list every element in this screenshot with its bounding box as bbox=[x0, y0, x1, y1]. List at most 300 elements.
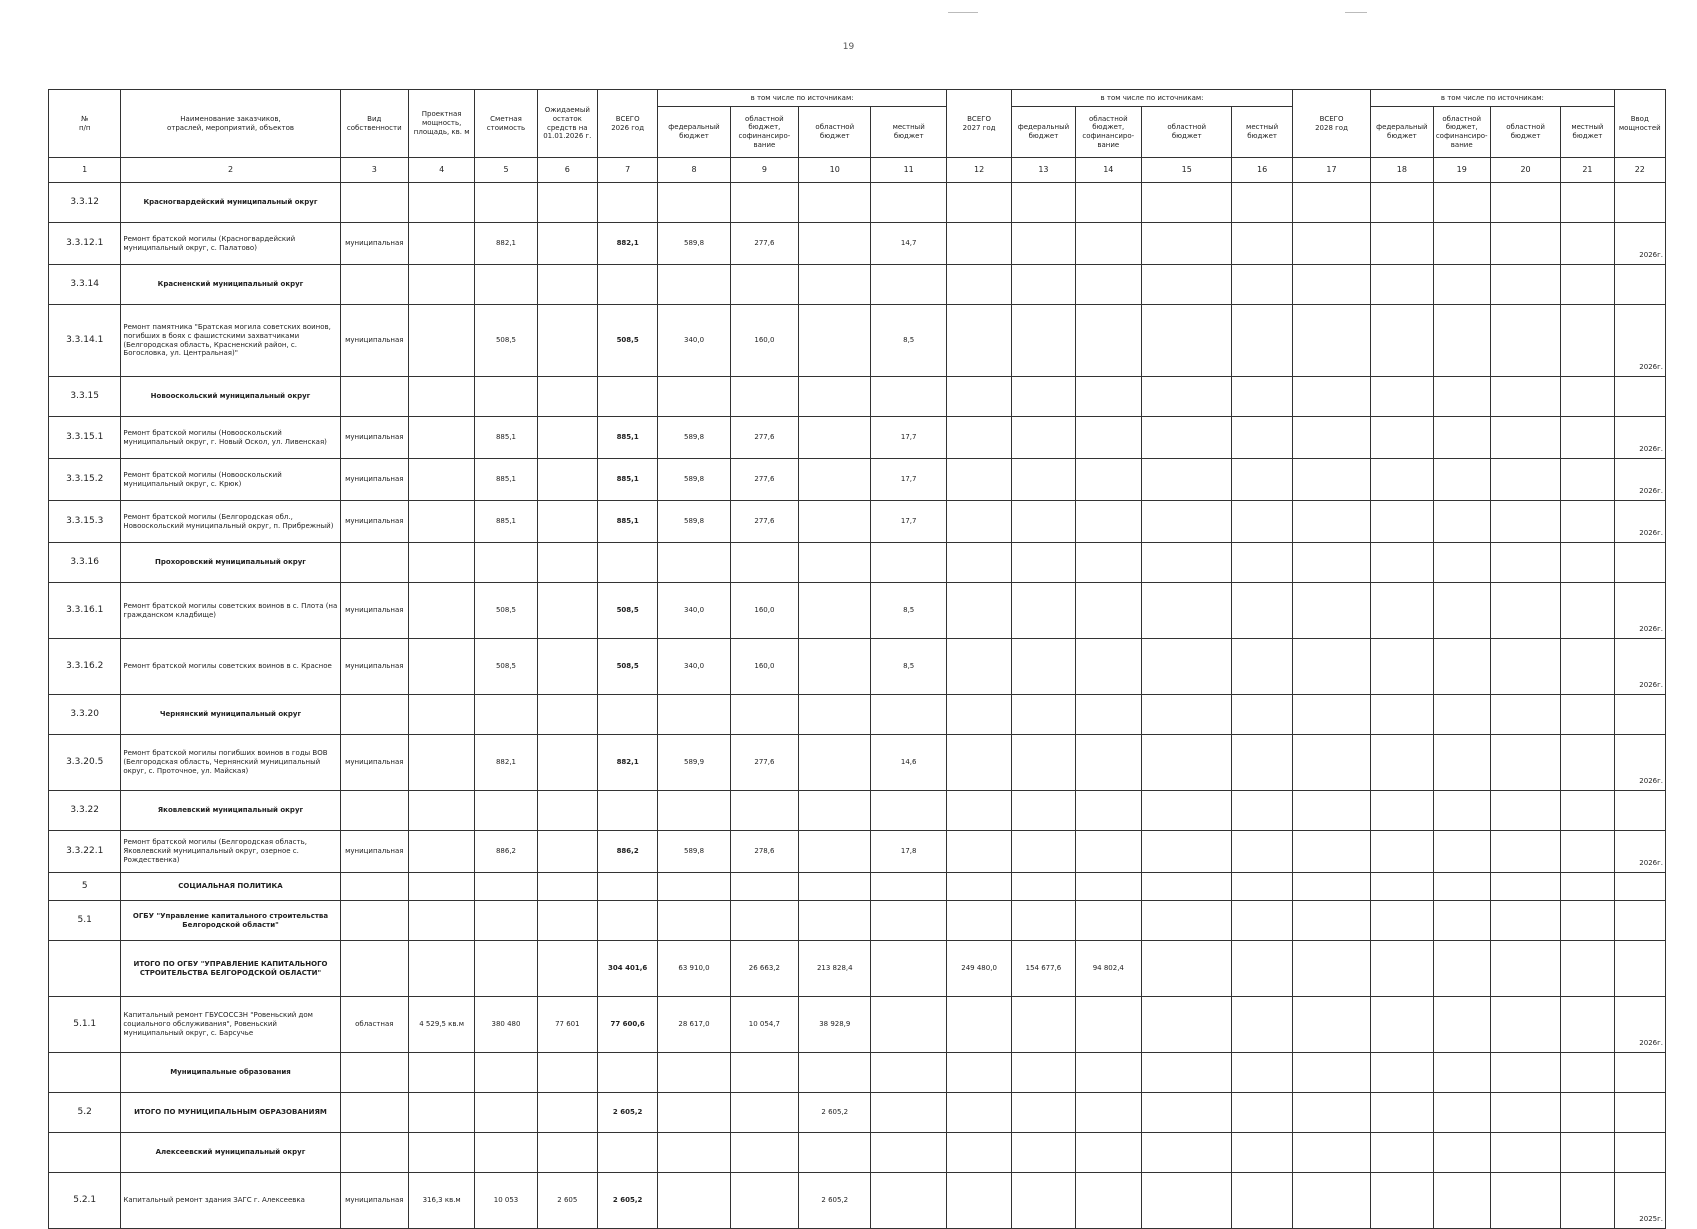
table-row bbox=[49, 183, 1666, 223]
row-cofin-2028 bbox=[1433, 791, 1490, 831]
row-regional-2028 bbox=[1490, 501, 1560, 543]
header-total-2027: ВСЕГО 2027 год bbox=[946, 90, 1011, 158]
row-local-2028 bbox=[1561, 501, 1614, 543]
row-local-2027 bbox=[1232, 1133, 1292, 1173]
row-id: 3.3.20.5 bbox=[49, 735, 121, 791]
row-regional-2028 bbox=[1490, 459, 1560, 501]
row-federal-2027 bbox=[1012, 791, 1075, 831]
row-name: Ремонт братской могилы (Белгородская обл., Новооскольский муниципальный округ, п. Прибрежный) bbox=[121, 501, 340, 543]
row-federal-2028 bbox=[1371, 417, 1433, 459]
row-cofin-2028 bbox=[1433, 305, 1490, 377]
row-capacity bbox=[408, 459, 474, 501]
row-remainder bbox=[537, 305, 597, 377]
row-federal-2028 bbox=[1371, 265, 1433, 305]
row-capacity bbox=[408, 543, 474, 583]
row-regional-2028 bbox=[1490, 791, 1560, 831]
col-number: 13 bbox=[1012, 158, 1075, 183]
table-row bbox=[49, 1053, 1666, 1093]
col-number: 16 bbox=[1232, 158, 1292, 183]
header-total-2028: ВСЕГО 2028 год bbox=[1292, 90, 1370, 158]
row-remainder bbox=[537, 639, 597, 695]
row-local-2028 bbox=[1561, 873, 1614, 901]
row-id: 3.3.22.1 bbox=[49, 831, 121, 873]
row-id: 5 bbox=[49, 873, 121, 901]
row-local-2027 bbox=[1232, 941, 1292, 997]
row-local bbox=[871, 997, 946, 1053]
row-local-2028 bbox=[1561, 639, 1614, 695]
row-total-2026: 2 605,2 bbox=[597, 1093, 657, 1133]
row-federal-2027 bbox=[1012, 377, 1075, 417]
row-cofin-2028 bbox=[1433, 459, 1490, 501]
table-row bbox=[49, 873, 1666, 901]
row-total-2027: 249 480,0 bbox=[946, 941, 1011, 997]
table-row bbox=[49, 583, 1666, 639]
row-commission bbox=[1614, 1093, 1665, 1133]
table-row bbox=[49, 997, 1666, 1053]
row-cost bbox=[475, 791, 537, 831]
col-number: 5 bbox=[475, 158, 537, 183]
row-total-2028 bbox=[1292, 1053, 1370, 1093]
row-cofin: 277,6 bbox=[730, 417, 798, 459]
row-federal bbox=[658, 1173, 730, 1229]
table-row bbox=[49, 223, 1666, 265]
header-total-2026: ВСЕГО 2026 год bbox=[597, 90, 657, 158]
row-total-2026 bbox=[597, 543, 657, 583]
row-cofin-2027 bbox=[1075, 501, 1141, 543]
row-cofin-2028 bbox=[1433, 735, 1490, 791]
row-owner bbox=[340, 941, 408, 997]
row-cofin: 160,0 bbox=[730, 305, 798, 377]
row-cost: 885,1 bbox=[475, 459, 537, 501]
row-capacity bbox=[408, 417, 474, 459]
row-federal-2027 bbox=[1012, 543, 1075, 583]
row-total-2027 bbox=[946, 501, 1011, 543]
row-federal-2028 bbox=[1371, 941, 1433, 997]
header-sources-2027: в том числе по источникам: bbox=[1012, 90, 1293, 107]
row-regional-2028 bbox=[1490, 305, 1560, 377]
header-cofin: областной бюджет, софинансиро- вание bbox=[730, 107, 798, 158]
row-remainder bbox=[537, 223, 597, 265]
row-local: 17,7 bbox=[871, 501, 946, 543]
row-federal-2027 bbox=[1012, 901, 1075, 941]
row-name: Муниципальные образования bbox=[121, 1053, 340, 1093]
row-regional-2027 bbox=[1141, 223, 1231, 265]
row-commission: 2026г. bbox=[1614, 583, 1665, 639]
row-federal-2028 bbox=[1371, 695, 1433, 735]
row-name: Капитальный ремонт здания ЗАГС г. Алексеевка bbox=[121, 1173, 340, 1229]
row-cofin-2028 bbox=[1433, 997, 1490, 1053]
row-federal-2027: 154 677,6 bbox=[1012, 941, 1075, 997]
row-cofin bbox=[730, 1133, 798, 1173]
row-owner bbox=[340, 543, 408, 583]
row-id: 3.3.14 bbox=[49, 265, 121, 305]
row-commission bbox=[1614, 265, 1665, 305]
row-capacity bbox=[408, 941, 474, 997]
row-federal-2027 bbox=[1012, 1053, 1075, 1093]
row-federal: 589,8 bbox=[658, 417, 730, 459]
row-federal-2028 bbox=[1371, 901, 1433, 941]
row-commission bbox=[1614, 873, 1665, 901]
row-capacity bbox=[408, 305, 474, 377]
row-total-2028 bbox=[1292, 417, 1370, 459]
row-local-2028 bbox=[1561, 377, 1614, 417]
row-regional bbox=[799, 223, 871, 265]
row-local bbox=[871, 1093, 946, 1133]
row-local bbox=[871, 1173, 946, 1229]
row-local-2028 bbox=[1561, 831, 1614, 873]
row-federal bbox=[658, 901, 730, 941]
row-owner: муниципальная bbox=[340, 223, 408, 265]
row-cofin: 278,6 bbox=[730, 831, 798, 873]
row-remainder bbox=[537, 1093, 597, 1133]
row-cofin bbox=[730, 695, 798, 735]
row-remainder bbox=[537, 377, 597, 417]
row-owner bbox=[340, 1093, 408, 1133]
row-local: 17,7 bbox=[871, 417, 946, 459]
row-regional-2027 bbox=[1141, 1053, 1231, 1093]
table-row bbox=[49, 791, 1666, 831]
row-local bbox=[871, 1053, 946, 1093]
row-cofin-2028 bbox=[1433, 223, 1490, 265]
row-regional bbox=[799, 183, 871, 223]
row-local-2028 bbox=[1561, 791, 1614, 831]
row-total-2027 bbox=[946, 543, 1011, 583]
row-local-2027 bbox=[1232, 997, 1292, 1053]
header-federal: федеральный бюджет bbox=[1371, 107, 1433, 158]
row-id: 3.3.16.2 bbox=[49, 639, 121, 695]
row-total-2026: 304 401,6 bbox=[597, 941, 657, 997]
row-cofin-2028 bbox=[1433, 183, 1490, 223]
header-local: местный бюджет bbox=[1561, 107, 1614, 158]
table-row bbox=[49, 639, 1666, 695]
row-federal-2028 bbox=[1371, 1173, 1433, 1229]
header-commission: Ввод мощностей bbox=[1614, 90, 1665, 158]
row-regional-2028 bbox=[1490, 997, 1560, 1053]
budget-table bbox=[48, 89, 1666, 1229]
row-id: 5.1 bbox=[49, 901, 121, 941]
row-local-2028 bbox=[1561, 695, 1614, 735]
row-cost bbox=[475, 695, 537, 735]
row-local-2028 bbox=[1561, 223, 1614, 265]
row-federal-2027 bbox=[1012, 501, 1075, 543]
row-total-2028 bbox=[1292, 583, 1370, 639]
row-cofin bbox=[730, 183, 798, 223]
row-commission bbox=[1614, 695, 1665, 735]
row-federal-2027 bbox=[1012, 1093, 1075, 1133]
row-federal-2027 bbox=[1012, 1133, 1075, 1173]
row-federal bbox=[658, 183, 730, 223]
row-regional-2027 bbox=[1141, 791, 1231, 831]
row-capacity bbox=[408, 639, 474, 695]
row-total-2028 bbox=[1292, 305, 1370, 377]
row-federal-2027 bbox=[1012, 223, 1075, 265]
row-capacity bbox=[408, 223, 474, 265]
row-regional-2028 bbox=[1490, 941, 1560, 997]
row-cofin-2027 bbox=[1075, 183, 1141, 223]
col-number: 10 bbox=[799, 158, 871, 183]
row-total-2027 bbox=[946, 901, 1011, 941]
row-cost: 508,5 bbox=[475, 305, 537, 377]
row-commission: 2026г. bbox=[1614, 417, 1665, 459]
row-total-2026: 2 605,2 bbox=[597, 1173, 657, 1229]
row-cofin-2027 bbox=[1075, 1093, 1141, 1133]
row-id bbox=[49, 941, 121, 997]
row-owner: муниципальная bbox=[340, 305, 408, 377]
row-cofin: 160,0 bbox=[730, 583, 798, 639]
row-cofin-2028 bbox=[1433, 1053, 1490, 1093]
row-remainder bbox=[537, 901, 597, 941]
table-row bbox=[49, 941, 1666, 997]
row-capacity bbox=[408, 1053, 474, 1093]
row-total-2028 bbox=[1292, 223, 1370, 265]
row-commission bbox=[1614, 183, 1665, 223]
header-num: № п/п bbox=[49, 90, 121, 158]
row-cofin: 10 054,7 bbox=[730, 997, 798, 1053]
header-cofin: областной бюджет, софинансиро- вание bbox=[1075, 107, 1141, 158]
row-cofin-2028 bbox=[1433, 501, 1490, 543]
row-total-2027 bbox=[946, 305, 1011, 377]
row-regional: 2 605,2 bbox=[799, 1173, 871, 1229]
row-owner: областная bbox=[340, 997, 408, 1053]
row-id: 3.3.15.1 bbox=[49, 417, 121, 459]
row-owner bbox=[340, 791, 408, 831]
row-remainder bbox=[537, 735, 597, 791]
row-local-2028 bbox=[1561, 417, 1614, 459]
row-cofin-2027 bbox=[1075, 791, 1141, 831]
row-local-2027 bbox=[1232, 417, 1292, 459]
row-cofin-2027 bbox=[1075, 377, 1141, 417]
row-commission: 2026г. bbox=[1614, 501, 1665, 543]
col-number: 8 bbox=[658, 158, 730, 183]
row-regional-2028 bbox=[1490, 695, 1560, 735]
row-regional-2027 bbox=[1141, 543, 1231, 583]
row-federal-2027 bbox=[1012, 735, 1075, 791]
row-regional bbox=[799, 417, 871, 459]
row-local-2027 bbox=[1232, 735, 1292, 791]
row-total-2028 bbox=[1292, 501, 1370, 543]
row-total-2028 bbox=[1292, 941, 1370, 997]
row-remainder bbox=[537, 417, 597, 459]
col-number: 11 bbox=[871, 158, 946, 183]
row-name: Ремонт братской могилы (Белгородская область, Яковлевский муниципальный округ, озерное с. Рождественка) bbox=[121, 831, 340, 873]
table-row bbox=[49, 1173, 1666, 1229]
row-regional-2028 bbox=[1490, 377, 1560, 417]
row-regional-2027 bbox=[1141, 873, 1231, 901]
row-regional-2027 bbox=[1141, 901, 1231, 941]
row-commission bbox=[1614, 941, 1665, 997]
row-local-2027 bbox=[1232, 1093, 1292, 1133]
row-total-2027 bbox=[946, 1053, 1011, 1093]
row-federal-2027 bbox=[1012, 417, 1075, 459]
row-name: Ремонт памятника "Братская могила советских воинов, погибших в боях с фашистскими захватчиками (Белгородская область, Красненский район, с. Богословка, ул. Центральная)" bbox=[121, 305, 340, 377]
row-owner bbox=[340, 901, 408, 941]
row-local-2028 bbox=[1561, 997, 1614, 1053]
row-local-2027 bbox=[1232, 831, 1292, 873]
row-federal: 340,0 bbox=[658, 583, 730, 639]
table-row bbox=[49, 501, 1666, 543]
row-commission: 2026г. bbox=[1614, 459, 1665, 501]
row-regional-2027 bbox=[1141, 831, 1231, 873]
row-total-2026: 882,1 bbox=[597, 735, 657, 791]
header-regional: областной бюджет bbox=[799, 107, 871, 158]
row-federal: 589,8 bbox=[658, 459, 730, 501]
row-cofin bbox=[730, 1093, 798, 1133]
row-total-2027 bbox=[946, 831, 1011, 873]
row-remainder bbox=[537, 695, 597, 735]
row-cofin-2028 bbox=[1433, 583, 1490, 639]
row-federal: 28 617,0 bbox=[658, 997, 730, 1053]
row-regional-2027 bbox=[1141, 459, 1231, 501]
row-total-2028 bbox=[1292, 459, 1370, 501]
row-cofin-2028 bbox=[1433, 417, 1490, 459]
row-total-2028 bbox=[1292, 791, 1370, 831]
row-regional-2028 bbox=[1490, 183, 1560, 223]
row-remainder bbox=[537, 791, 597, 831]
row-name: СОЦИАЛЬНАЯ ПОЛИТИКА bbox=[121, 873, 340, 901]
col-number: 19 bbox=[1433, 158, 1490, 183]
row-commission: 2026г. bbox=[1614, 735, 1665, 791]
row-local bbox=[871, 873, 946, 901]
row-name: Прохоровский муниципальный округ bbox=[121, 543, 340, 583]
row-regional-2028 bbox=[1490, 1133, 1560, 1173]
row-owner bbox=[340, 377, 408, 417]
table-row bbox=[49, 265, 1666, 305]
row-federal-2027 bbox=[1012, 639, 1075, 695]
scan-artifact bbox=[1345, 12, 1367, 13]
row-regional-2027 bbox=[1141, 417, 1231, 459]
row-local: 14,7 bbox=[871, 223, 946, 265]
row-cofin-2027 bbox=[1075, 265, 1141, 305]
row-federal-2027 bbox=[1012, 1173, 1075, 1229]
table-row bbox=[49, 417, 1666, 459]
row-total-2027 bbox=[946, 417, 1011, 459]
table-row bbox=[49, 305, 1666, 377]
row-cofin-2027 bbox=[1075, 695, 1141, 735]
row-total-2026: 885,1 bbox=[597, 459, 657, 501]
row-total-2026 bbox=[597, 183, 657, 223]
row-local-2028 bbox=[1561, 941, 1614, 997]
row-federal-2028 bbox=[1371, 377, 1433, 417]
row-cost bbox=[475, 873, 537, 901]
row-federal-2028 bbox=[1371, 583, 1433, 639]
row-cost: 885,1 bbox=[475, 501, 537, 543]
row-local-2028 bbox=[1561, 735, 1614, 791]
row-cofin bbox=[730, 901, 798, 941]
row-federal: 589,8 bbox=[658, 501, 730, 543]
row-capacity bbox=[408, 831, 474, 873]
row-id bbox=[49, 1133, 121, 1173]
row-federal bbox=[658, 1093, 730, 1133]
row-federal bbox=[658, 695, 730, 735]
row-name: Новооскольский муниципальный округ bbox=[121, 377, 340, 417]
row-total-2028 bbox=[1292, 901, 1370, 941]
row-regional-2027 bbox=[1141, 501, 1231, 543]
row-id: 3.3.15.2 bbox=[49, 459, 121, 501]
row-owner bbox=[340, 695, 408, 735]
row-federal-2027 bbox=[1012, 265, 1075, 305]
row-remainder: 77 601 bbox=[537, 997, 597, 1053]
row-regional bbox=[799, 735, 871, 791]
row-cofin-2028 bbox=[1433, 695, 1490, 735]
row-local-2027 bbox=[1232, 1053, 1292, 1093]
row-total-2028 bbox=[1292, 377, 1370, 417]
col-number: 18 bbox=[1371, 158, 1433, 183]
row-regional-2027 bbox=[1141, 1173, 1231, 1229]
row-cofin-2027 bbox=[1075, 639, 1141, 695]
row-regional-2028 bbox=[1490, 901, 1560, 941]
col-number: 12 bbox=[946, 158, 1011, 183]
page-number: 19 bbox=[842, 42, 855, 52]
row-cofin-2028 bbox=[1433, 941, 1490, 997]
row-federal-2028 bbox=[1371, 223, 1433, 265]
row-cost bbox=[475, 265, 537, 305]
table-row bbox=[49, 831, 1666, 873]
row-cofin-2027 bbox=[1075, 305, 1141, 377]
row-cofin-2027 bbox=[1075, 873, 1141, 901]
row-cofin bbox=[730, 265, 798, 305]
row-total-2026 bbox=[597, 695, 657, 735]
row-local bbox=[871, 941, 946, 997]
row-owner: муниципальная bbox=[340, 583, 408, 639]
row-local: 8,5 bbox=[871, 639, 946, 695]
row-local: 14,6 bbox=[871, 735, 946, 791]
scan-artifact bbox=[948, 12, 978, 13]
row-total-2026: 886,2 bbox=[597, 831, 657, 873]
row-total-2028 bbox=[1292, 183, 1370, 223]
row-local bbox=[871, 377, 946, 417]
row-total-2027 bbox=[946, 459, 1011, 501]
row-local bbox=[871, 901, 946, 941]
table-row bbox=[49, 543, 1666, 583]
row-name: Ремонт братской могилы (Новооскольский муниципальный округ, с. Крюк) bbox=[121, 459, 340, 501]
row-local-2028 bbox=[1561, 265, 1614, 305]
row-id: 3.3.15 bbox=[49, 377, 121, 417]
row-capacity bbox=[408, 501, 474, 543]
row-federal-2027 bbox=[1012, 831, 1075, 873]
row-total-2027 bbox=[946, 1173, 1011, 1229]
row-federal-2028 bbox=[1371, 1053, 1433, 1093]
row-owner: муниципальная bbox=[340, 735, 408, 791]
row-commission: 2025г. bbox=[1614, 1173, 1665, 1229]
row-federal bbox=[658, 265, 730, 305]
row-cost bbox=[475, 183, 537, 223]
col-number: 3 bbox=[340, 158, 408, 183]
row-cofin-2027 bbox=[1075, 997, 1141, 1053]
row-total-2028 bbox=[1292, 1173, 1370, 1229]
row-name: Ремонт братской могилы (Красногвардейский муниципальный округ, с. Палатово) bbox=[121, 223, 340, 265]
row-federal: 63 910,0 bbox=[658, 941, 730, 997]
row-total-2026 bbox=[597, 265, 657, 305]
row-local-2028 bbox=[1561, 459, 1614, 501]
row-regional bbox=[799, 543, 871, 583]
row-total-2027 bbox=[946, 1133, 1011, 1173]
col-number: 2 bbox=[121, 158, 340, 183]
row-total-2028 bbox=[1292, 639, 1370, 695]
row-cofin: 277,6 bbox=[730, 501, 798, 543]
row-cofin: 277,6 bbox=[730, 223, 798, 265]
col-number: 7 bbox=[597, 158, 657, 183]
row-capacity bbox=[408, 1133, 474, 1173]
row-federal-2027 bbox=[1012, 459, 1075, 501]
row-cost bbox=[475, 543, 537, 583]
row-local-2028 bbox=[1561, 543, 1614, 583]
row-owner: муниципальная bbox=[340, 501, 408, 543]
row-federal-2028 bbox=[1371, 831, 1433, 873]
row-commission: 2026г. bbox=[1614, 831, 1665, 873]
row-federal-2028 bbox=[1371, 873, 1433, 901]
row-regional bbox=[799, 791, 871, 831]
row-cofin bbox=[730, 1173, 798, 1229]
